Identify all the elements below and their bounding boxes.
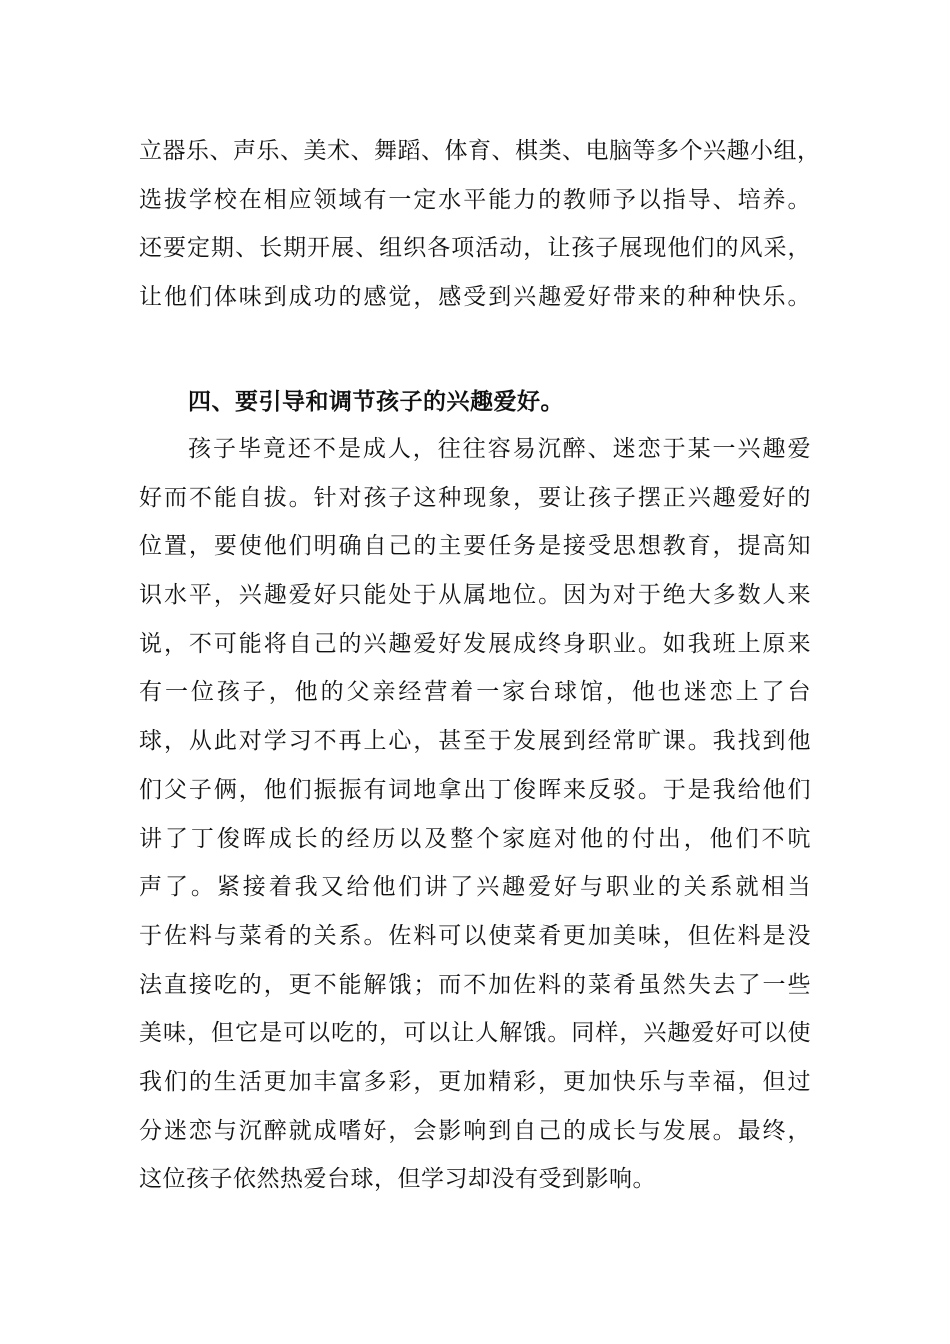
paragraph-2-line: 声了。紧接着我又给他们讲了兴趣爱好与职业的关系就相当: [139, 874, 811, 901]
paragraph-2-line: 分迷恋与沉醉就成嗜好，会影响到自己的成长与发展。最终，: [139, 1117, 811, 1144]
paragraph-2-line: 识水平，兴趣爱好只能处于从属地位。因为对于绝大多数人来: [139, 582, 811, 609]
paragraph-2-line: 说，不可能将自己的兴趣爱好发展成终身职业。如我班上原来: [139, 630, 811, 657]
paragraph-2-line: 法直接吃的，更不能解饿；而不加佐料的菜肴虽然失去了一些: [139, 971, 811, 998]
paragraph-1-line: 让他们体味到成功的感觉，感受到兴趣爱好带来的种种快乐。: [139, 284, 811, 311]
paragraph-2-line: 球，从此对学习不再上心，甚至于发展到经常旷课。我找到他: [139, 728, 811, 755]
paragraph-1: [139, 127, 821, 322]
paragraph-2-line: 好而不能自拔。针对孩子这种现象，要让孩子摆正兴趣爱好的: [139, 484, 811, 511]
paragraph-2-line: 有一位孩子，他的父亲经营着一家台球馆，他也迷恋上了台: [139, 679, 811, 706]
paragraph-2-line: 孩子毕竟还不是成人，往往容易沉醉、迷恋于某一兴趣爱: [188, 436, 811, 462]
paragraph-1-line: 还要定期、长期开展、组织各项活动，让孩子展现他们的风采，: [139, 235, 811, 262]
section-heading: 四、要引导和调节孩子的兴趣爱好。: [188, 389, 564, 415]
paragraph-2: [139, 425, 811, 1204]
paragraph-2-line: 这位孩子依然热爱台球，但学习却没有受到影响。: [139, 1166, 656, 1193]
paragraph-2-line: 美味，但它是可以吃的，可以让人解饿。同样，兴趣爱好可以使: [139, 1020, 811, 1047]
paragraph-2-line: 讲了丁俊晖成长的经历以及整个家庭对他的付出，他们不吭: [139, 825, 811, 852]
paragraph-2-line: 位置，要使他们明确自己的主要任务是接受思想教育，提高知: [139, 533, 811, 560]
paragraph-1-line: 选拔学校在相应领域有一定水平能力的教师予以指导、培养。: [139, 186, 811, 213]
paragraph-2-line: 们父子俩，他们振振有词地拿出丁俊晖来反驳。于是我给他们: [139, 776, 811, 803]
paragraph-1-line: 立器乐、声乐、美术、舞蹈、体育、棋类、电脑等多个兴趣小组，: [139, 138, 821, 164]
paragraph-2-line: 于佐料与菜肴的关系。佐料可以使菜肴更加美味，但佐料是没: [139, 922, 811, 949]
paragraph-2-line: 我们的生活更加丰富多彩，更加精彩，更加快乐与幸福，但过: [139, 1068, 811, 1095]
